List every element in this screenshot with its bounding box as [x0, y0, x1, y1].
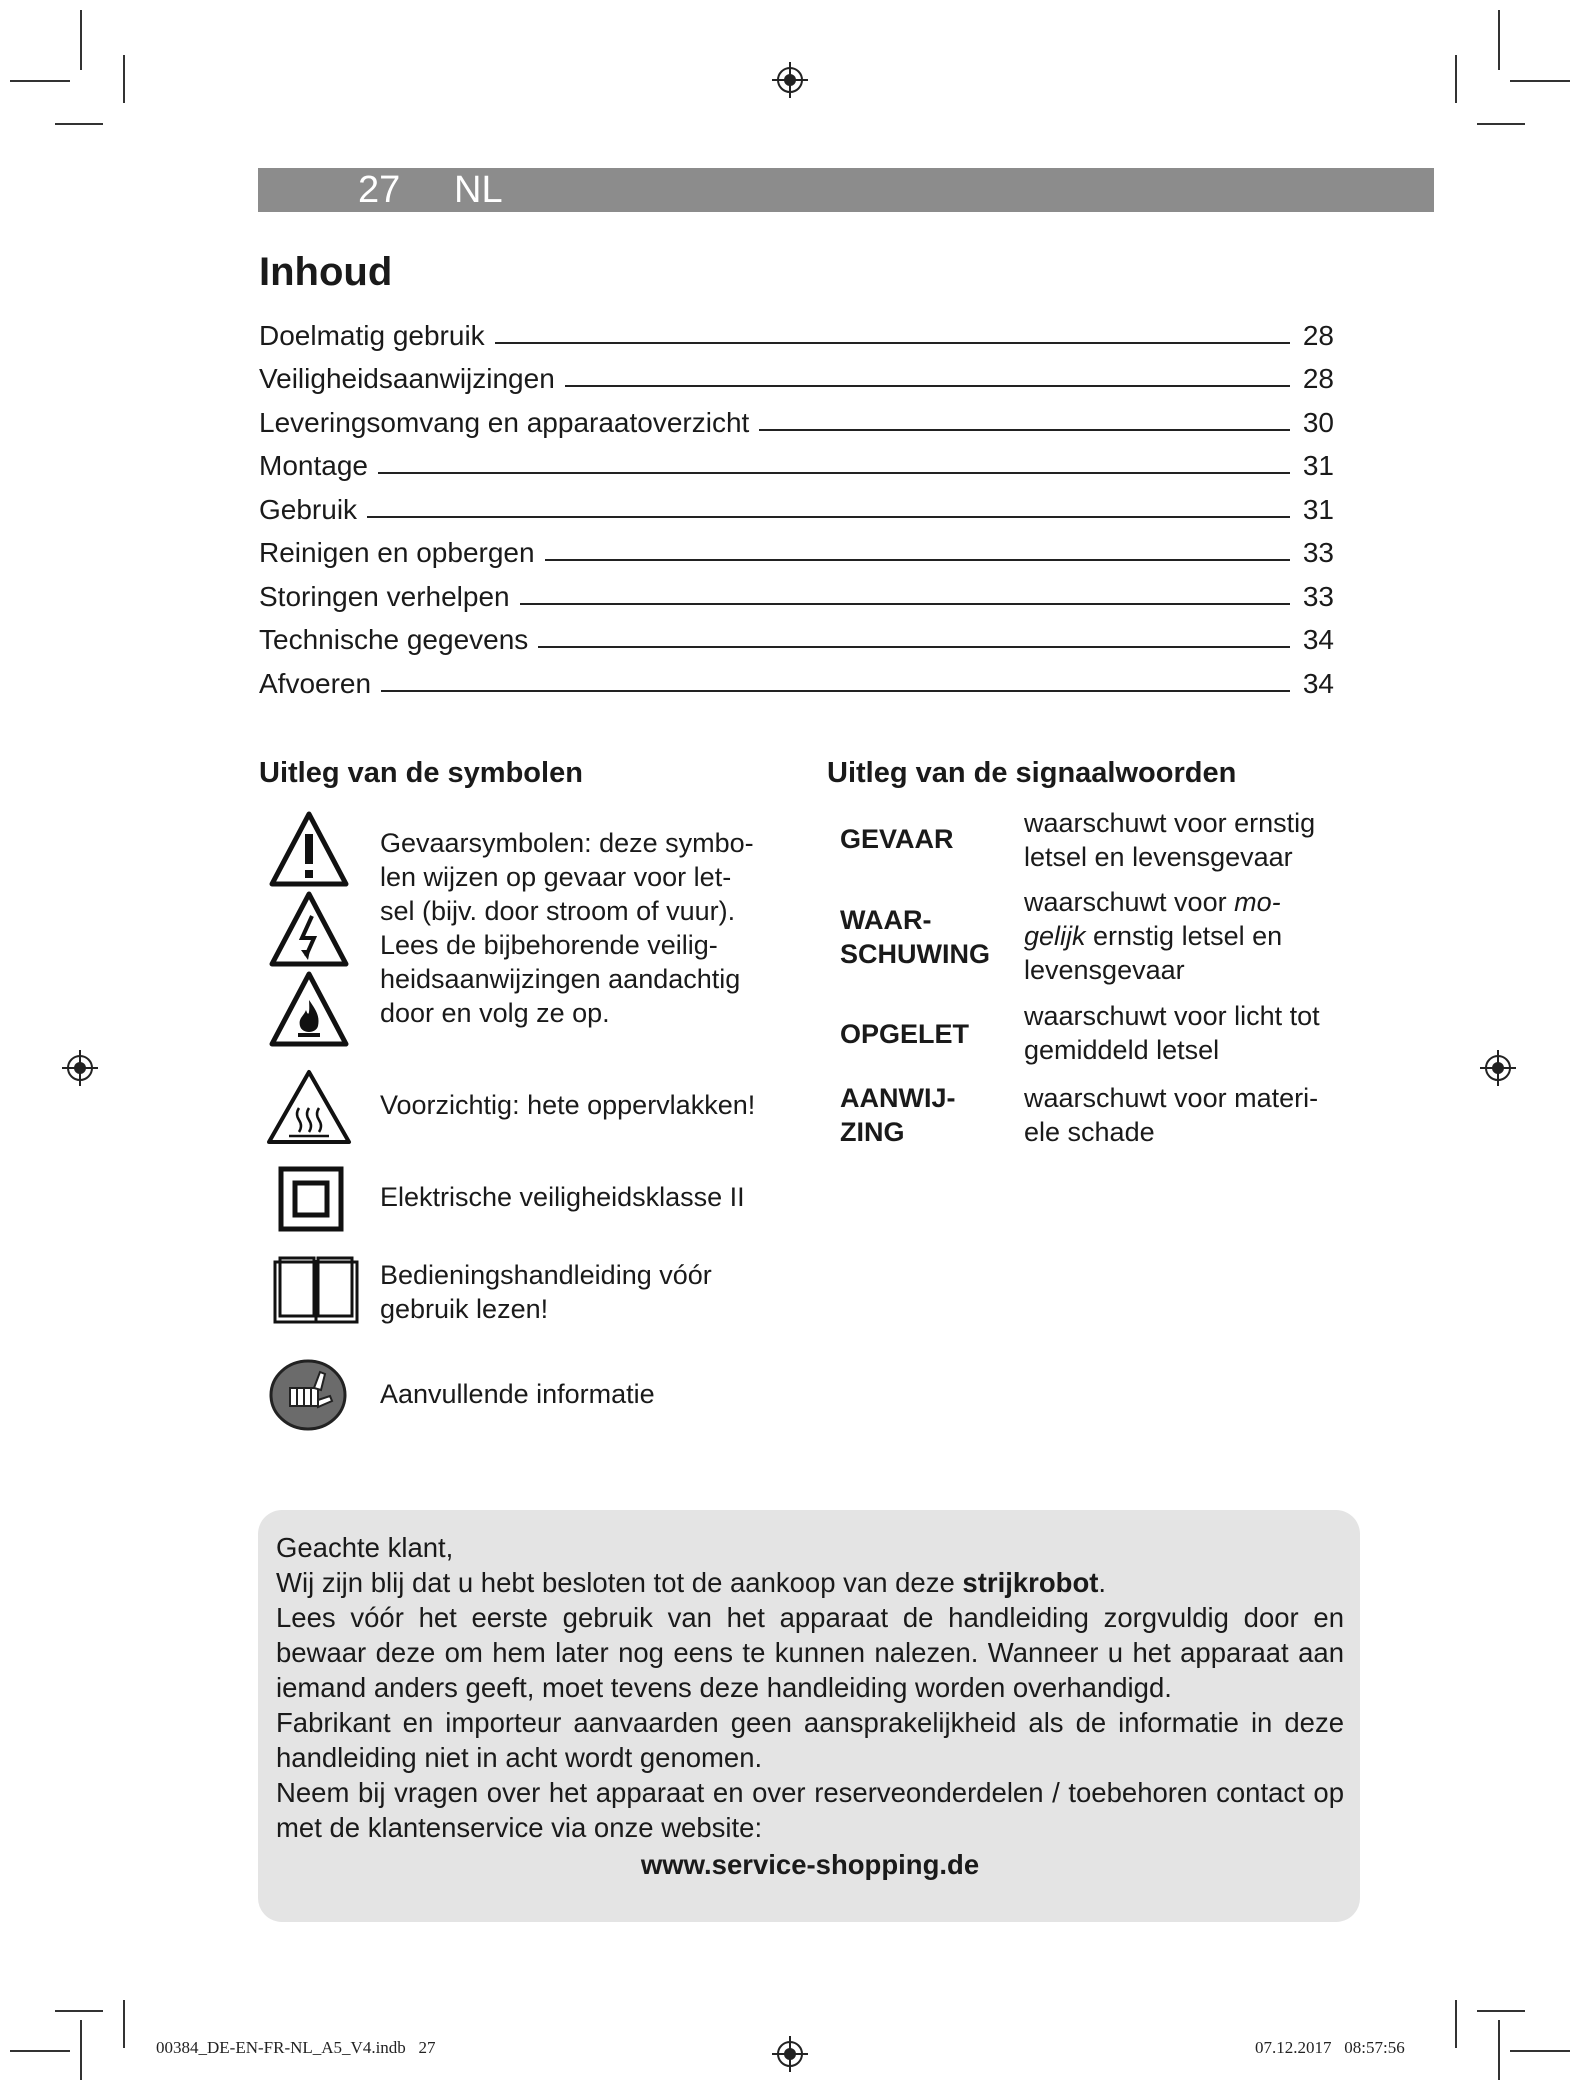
toc-entry: Technische gegevens 34 [259, 624, 1334, 655]
toc-leader-line [545, 559, 1290, 561]
toc-leader-line [759, 429, 1290, 431]
registration-mark-top-icon [770, 60, 810, 100]
toc-entry: Montage 31 [259, 450, 1334, 481]
signal-word-aanwijzing: AANWIJ- ZING [840, 1083, 956, 1147]
toc-entry: Doelmatig gebruik 28 [259, 319, 1334, 351]
toc-leader-line [367, 516, 1290, 518]
notice-greeting: Geachte klant, [276, 1532, 454, 1563]
table-of-contents [259, 308, 1334, 700]
toc-title: Inhoud [259, 250, 393, 294]
toc-entry: Reinigen en opbergen 33 [259, 537, 1334, 568]
signal-text-aanwijzing: waarschuwt voor materi- ele schade [1024, 1083, 1319, 1147]
toc-entry: Leveringsomvang en apparaatoverzicht 30 [259, 406, 1334, 438]
symbol-protection-class-text: Elektrische veiligheidsklasse II [380, 1182, 745, 1212]
toc-entry: Gebruik 31 [259, 493, 1334, 525]
symbol-info-text: Aanvullende informatie [380, 1379, 655, 1409]
protection-class-ii-icon [278, 1166, 344, 1232]
product-name: strijkrobot [962, 1567, 1099, 1598]
manual-book-icon [272, 1256, 360, 1328]
toc-entry: Veiligheidsaanwijzingen 28 [259, 363, 1334, 394]
notice-paragraph-2: Fabrikant en importeur aanvaarden geen aansprakelijkheid als de informatie in deze handleiding niet in acht wordt genomen. [276, 1707, 1344, 1773]
toc-leader-line [495, 342, 1290, 344]
info-hand-icon [268, 1358, 348, 1432]
signal-text-gevaar: waarschuwt voor ernstig letsel en levensgevaar [1024, 808, 1316, 872]
website-link[interactable]: www.service-shopping.de [640, 1849, 980, 1880]
footer-datetime: 07.12.2017 08:57:56 [1255, 2038, 1405, 2057]
toc-leader-line [381, 690, 1290, 692]
footer-file-name: 00384_DE-EN-FR-NL_A5_V4.indb 27 [156, 2038, 436, 2057]
notice-paragraph-1: Lees vóór het eerste gebruik van het apparaat de handleiding zorgvuldig door en bewaar deze om hem later nog eens te kunnen nalezen. Wanneer u het apparaat aan iemand anders geeft, moet tevens deze handleiding worden overhandigd. [276, 1602, 1344, 1703]
warning-triangle-icon [268, 810, 350, 888]
registration-mark-left-icon [60, 1048, 100, 1088]
electric-hazard-icon [268, 890, 350, 968]
fire-hazard-icon [268, 970, 350, 1048]
signal-text-opgelet: waarschuwt voor licht tot gemiddeld letsel [1024, 1001, 1320, 1065]
page-number: 27 [358, 169, 401, 211]
signal-text-waarschuwing: waarschuwt voor mo- gelijk ernstig letsel en levensgevaar [1024, 887, 1283, 985]
symbol-manual-text: Bedieningshandleiding vóór gebruik lezen! [380, 1260, 712, 1324]
toc-leader-line [520, 603, 1290, 605]
notice-paragraph-3: Neem bij vragen over het apparaat en over reserveonderdelen / toebehoren contact op met de klantenservice via onze website: [276, 1777, 1344, 1843]
registration-mark-right-icon [1478, 1048, 1518, 1088]
registration-mark-bottom-icon [770, 2034, 810, 2074]
hot-surface-icon [265, 1068, 353, 1146]
symbol-warning-text: Gevaarsymbolen: deze symbo- len wijzen op gevaar voor let- sel (bijv. door stroom of vuur). Lees de bijbehorende veilig- heidsaanwijzingen aandachtig door en volg ze op. [380, 828, 754, 1028]
page-header-band [258, 168, 1434, 212]
customer-notice-box [258, 1510, 1360, 1922]
symbol-hot-surface-text: Voorzichtig: hete oppervlakken! [380, 1090, 756, 1120]
toc-leader-line [538, 646, 1290, 648]
toc-leader-line [378, 472, 1290, 474]
signal-words-heading: Uitleg van de signaalwoorden [827, 757, 1237, 789]
toc-entry: Storingen verhelpen 33 [259, 580, 1334, 612]
notice-intro: Wij zijn blij dat u hebt besloten tot de aankoop van deze strijkrobot. [276, 1567, 1107, 1598]
language-code: NL [454, 169, 503, 211]
signal-word-opgelet: OPGELET [840, 1019, 970, 1049]
toc-leader-line [565, 385, 1290, 387]
symbols-heading: Uitleg van de symbolen [259, 757, 583, 789]
signal-word-gevaar: GEVAAR [840, 824, 954, 854]
signal-word-waarschuwing: WAAR- SCHUWING [840, 905, 990, 969]
toc-entry: Afvoeren 34 [259, 667, 1334, 699]
